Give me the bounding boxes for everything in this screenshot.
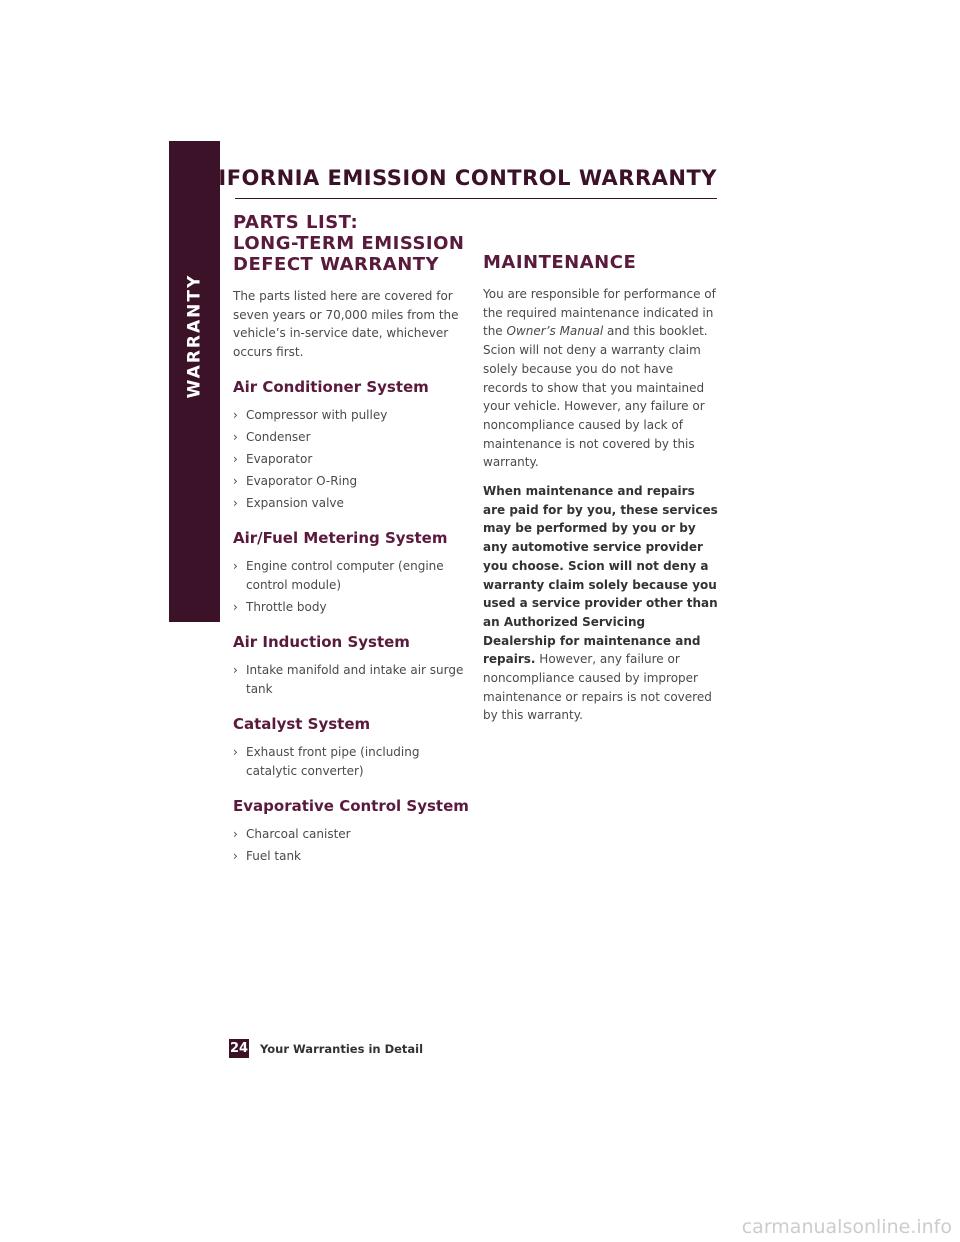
list-item: [233, 428, 469, 447]
parts-list-column: [233, 212, 469, 869]
footer-label: Your Warranties in Detail: [260, 1041, 424, 1056]
bullet-icon: ›: [233, 407, 238, 422]
list-item-text: Fuel tank: [246, 848, 301, 863]
evaporative-control-list: [233, 825, 469, 866]
maintenance-column: [483, 252, 719, 735]
parts-list-intro: The parts listed here are covered for seven years or 70,000 miles from the vehicle’s in-service date, whichever occurs first.: [233, 289, 459, 360]
list-item: [233, 743, 469, 781]
list-item-text: Throttle body: [246, 599, 327, 614]
side-tab-label: WARRANTY: [184, 273, 205, 399]
section-title-air-induction: Air Induction System: [233, 632, 410, 651]
page-title: CALIFORNIA EMISSION CONTROL WARRANTY: [171, 166, 717, 190]
list-item-text: Engine control computer (engine control module): [246, 558, 444, 592]
bullet-icon: ›: [233, 744, 238, 759]
maintenance-heading: MAINTENANCE: [483, 252, 637, 273]
list-item-text: Condenser: [246, 429, 311, 444]
section-title-catalyst: Catalyst System: [233, 714, 371, 733]
section-title-air-fuel-metering: Air/Fuel Metering System: [233, 528, 448, 547]
maintenance-paragraph-2: [483, 482, 719, 725]
catalyst-list: [233, 743, 469, 781]
bullet-icon: ›: [233, 599, 238, 614]
maintenance-paragraph-1: [483, 285, 719, 472]
list-item: [233, 472, 469, 491]
watermark: carmanualsonline.info: [741, 1216, 952, 1238]
list-item-text: Evaporator: [246, 451, 313, 466]
section-title-evaporative-control: Evaporative Control System: [233, 796, 469, 815]
page-header: [171, 166, 717, 199]
page-footer: [229, 1039, 423, 1058]
air-conditioner-list: [233, 406, 469, 513]
maintenance-p2-bold: When maintenance and repairs are paid for by you, these services may be performed by you or by any automotive service provider you choose. Scion will not deny a warranty claim solely because you used a service provider other than an Authorized Servicing Dealership for maintenance and repairs.: [483, 484, 718, 667]
bullet-icon: ›: [233, 429, 238, 444]
list-item: [233, 494, 469, 513]
section-title-air-conditioner: Air Conditioner System: [233, 377, 429, 396]
bullet-icon: ›: [233, 826, 238, 841]
bullet-icon: ›: [233, 473, 238, 488]
maintenance-p1-start: You are responsible for performance of the required maintenance indicated in the: [483, 287, 716, 339]
page-number: 24: [229, 1041, 249, 1056]
list-item: [233, 847, 469, 866]
list-item: [233, 406, 469, 425]
heading-line-1: PARTS LIST:: [233, 212, 359, 233]
list-item-text: Charcoal canister: [246, 826, 351, 841]
maintenance-p1-end: and this booklet. Scion will not deny a warranty claim solely because you do not have records to show that you maintained your vehicle. However, any failure or noncompliance caused by lack of maintenance is not covered by this warranty.: [483, 324, 708, 470]
list-item: [233, 557, 469, 595]
parts-list-heading: [233, 212, 469, 275]
list-item: [233, 598, 469, 617]
list-item: [233, 825, 469, 844]
bullet-icon: ›: [233, 848, 238, 863]
side-tab-label-wrap: [169, 141, 220, 622]
bullet-icon: ›: [233, 558, 238, 573]
list-item-text: Expansion valve: [246, 495, 344, 510]
heading-line-2: LONG-TERM EMISSION: [233, 233, 465, 254]
list-item-text: Intake manifold and intake air surge tank: [246, 662, 464, 696]
list-item: [233, 661, 469, 699]
maintenance-p2-rest: However, any failure or noncompliance caused by improper maintenance or repairs is not covered by this warranty.: [483, 652, 712, 723]
heading-line-3: DEFECT WARRANTY: [233, 254, 440, 275]
bullet-icon: ›: [233, 495, 238, 510]
list-item-text: Compressor with pulley: [246, 407, 388, 422]
list-item-text: Exhaust front pipe (including catalytic converter): [246, 744, 420, 778]
bullet-icon: ›: [233, 451, 238, 466]
air-induction-list: [233, 661, 469, 699]
air-fuel-metering-list: [233, 557, 469, 617]
owners-manual-title: Owner’s Manual: [506, 324, 604, 339]
bullet-icon: ›: [233, 662, 238, 677]
list-item: [233, 450, 469, 469]
list-item-text: Evaporator O-Ring: [246, 473, 358, 488]
